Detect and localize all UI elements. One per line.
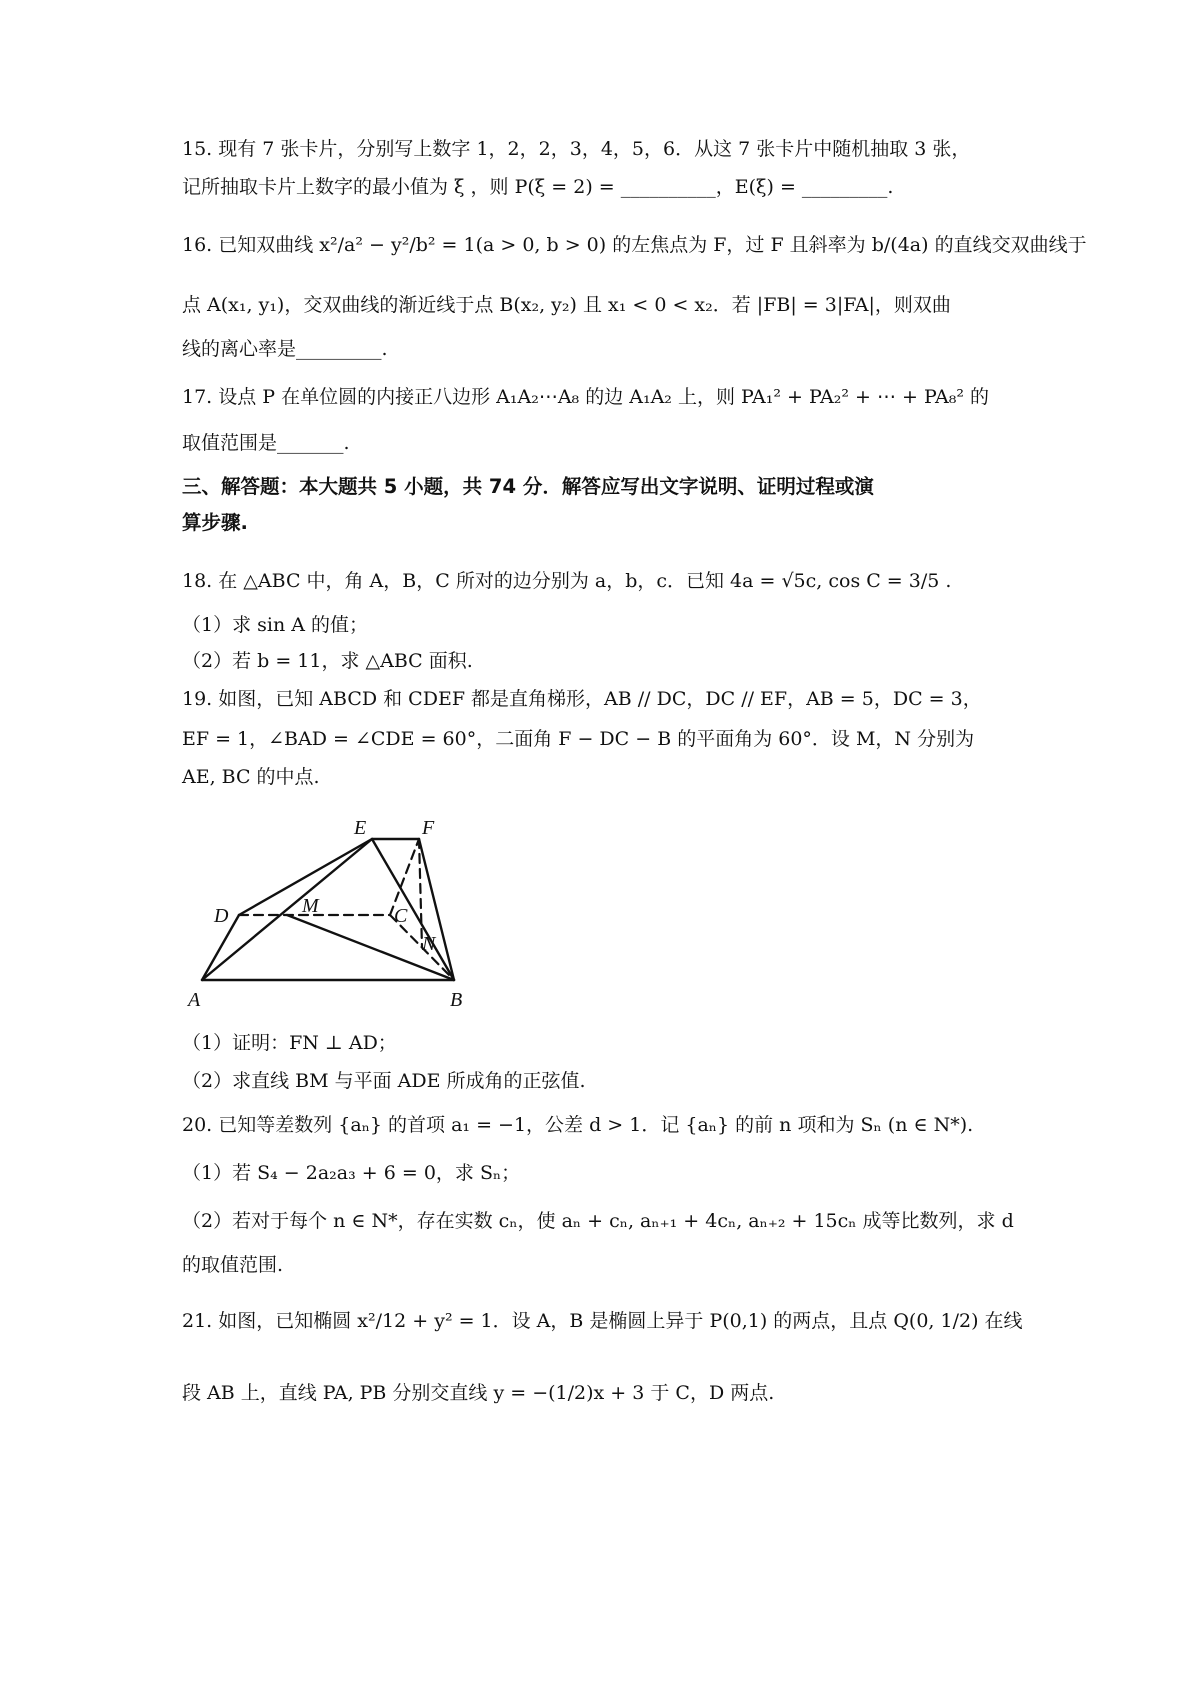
q15-line2: 记所抽取卡片上数字的最小值为 ξ ，则 P(ξ = 2) = __________，E(ξ) = _________.: [182, 176, 894, 198]
q20-part2-line2: 的取值范围.: [182, 1254, 284, 1276]
q18-stem: 18. 在 △ABC 中，角 A，B，C 所对的边分别为 a，b，c．已知 4a = √5c, cos C = 3/5 .: [182, 570, 952, 592]
label-E: E: [354, 817, 367, 839]
q20-part1: （1）若 S₄ − 2a₂a₃ + 6 = 0，求 Sₙ；: [182, 1162, 521, 1184]
q21-line2: 段 AB 上，直线 PA, PB 分别交直线 y = −(1/2)x + 3 于 C，D 两点.: [182, 1382, 775, 1404]
edge-EB: [372, 839, 454, 980]
q19-figure: [182, 810, 512, 1020]
q18-part1: （1）求 sin A 的值；: [182, 614, 368, 636]
q18-part2: （2）若 b = 11，求 △ABC 面积.: [182, 650, 473, 672]
label-N: N: [422, 933, 436, 955]
q21-line1: 21. 如图，已知椭圆 x²/12 + y² = 1．设 A，B 是椭圆上异于 P(0,1) 的两点，且点 Q(0, 1/2) 在线: [182, 1310, 1023, 1332]
label-C: C: [394, 905, 408, 927]
label-F: F: [422, 817, 435, 839]
q16-line2: 点 A(x₁, y₁)，交双曲线的渐近线于点 B(x₂, y₂) 且 x₁ < 0 < x₂．若 |FB| = 3|FA|，则双曲: [182, 294, 951, 316]
q20-stem: 20. 已知等差数列 {aₙ} 的首项 a₁ = −1，公差 d > 1．记 {aₙ} 的前 n 项和为 Sₙ (n ∈ N*).: [182, 1114, 974, 1136]
q19-part2: （2）求直线 BM 与平面 ADE 所成角的正弦值.: [182, 1070, 586, 1092]
q20-part2-line1: （2）若对于每个 n ∈ N*，存在实数 cₙ，使 aₙ + cₙ, aₙ₊₁ + 4cₙ, aₙ₊₂ + 15cₙ 成等比数列，求 d: [182, 1210, 1014, 1232]
q19-line3: AE, BC 的中点.: [182, 766, 320, 788]
label-D: D: [214, 905, 229, 927]
q17-line1: 17. 设点 P 在单位圆的内接正八边形 A₁A₂⋯A₈ 的边 A₁A₂ 上，则 PA₁² + PA₂² + ⋯ + PA₈² 的: [182, 386, 990, 408]
q16-line3: 线的离心率是_________.: [182, 338, 388, 360]
label-M: M: [302, 895, 319, 917]
q15-line1: 15. 现有 7 张卡片，分别写上数字 1，2，2，3，4，5，6．从这 7 张卡片中随机抽取 3 张，: [182, 138, 971, 160]
q17-line2: 取值范围是_______.: [182, 432, 350, 454]
label-A: A: [188, 989, 201, 1011]
q16-line1: 16. 已知双曲线 x²/a² − y²/b² = 1(a > 0, b > 0) 的左焦点为 F，过 F 且斜率为 b/(4a) 的直线交双曲线于: [182, 234, 1087, 256]
edge-FB: [419, 839, 454, 980]
section3-heading-line2: 算步骤.: [182, 511, 248, 534]
q19-line2: EF = 1，∠BAD = ∠CDE = 60°，二面角 F − DC − B 的平面角为 60°．设 M，N 分别为: [182, 728, 975, 750]
edge-FN-dashed: [419, 839, 422, 947]
section3-heading-line1: 三、解答题：本大题共 5 小题，共 74 分．解答应写出文字说明、证明过程或演: [182, 475, 874, 498]
q19-line1: 19. 如图，已知 ABCD 和 CDEF 都是直角梯形，AB // DC，DC // EF，AB = 5，DC = 3，: [182, 688, 982, 710]
label-B: B: [450, 989, 463, 1011]
q19-part1: （1）证明：FN ⊥ AD；: [182, 1032, 397, 1054]
